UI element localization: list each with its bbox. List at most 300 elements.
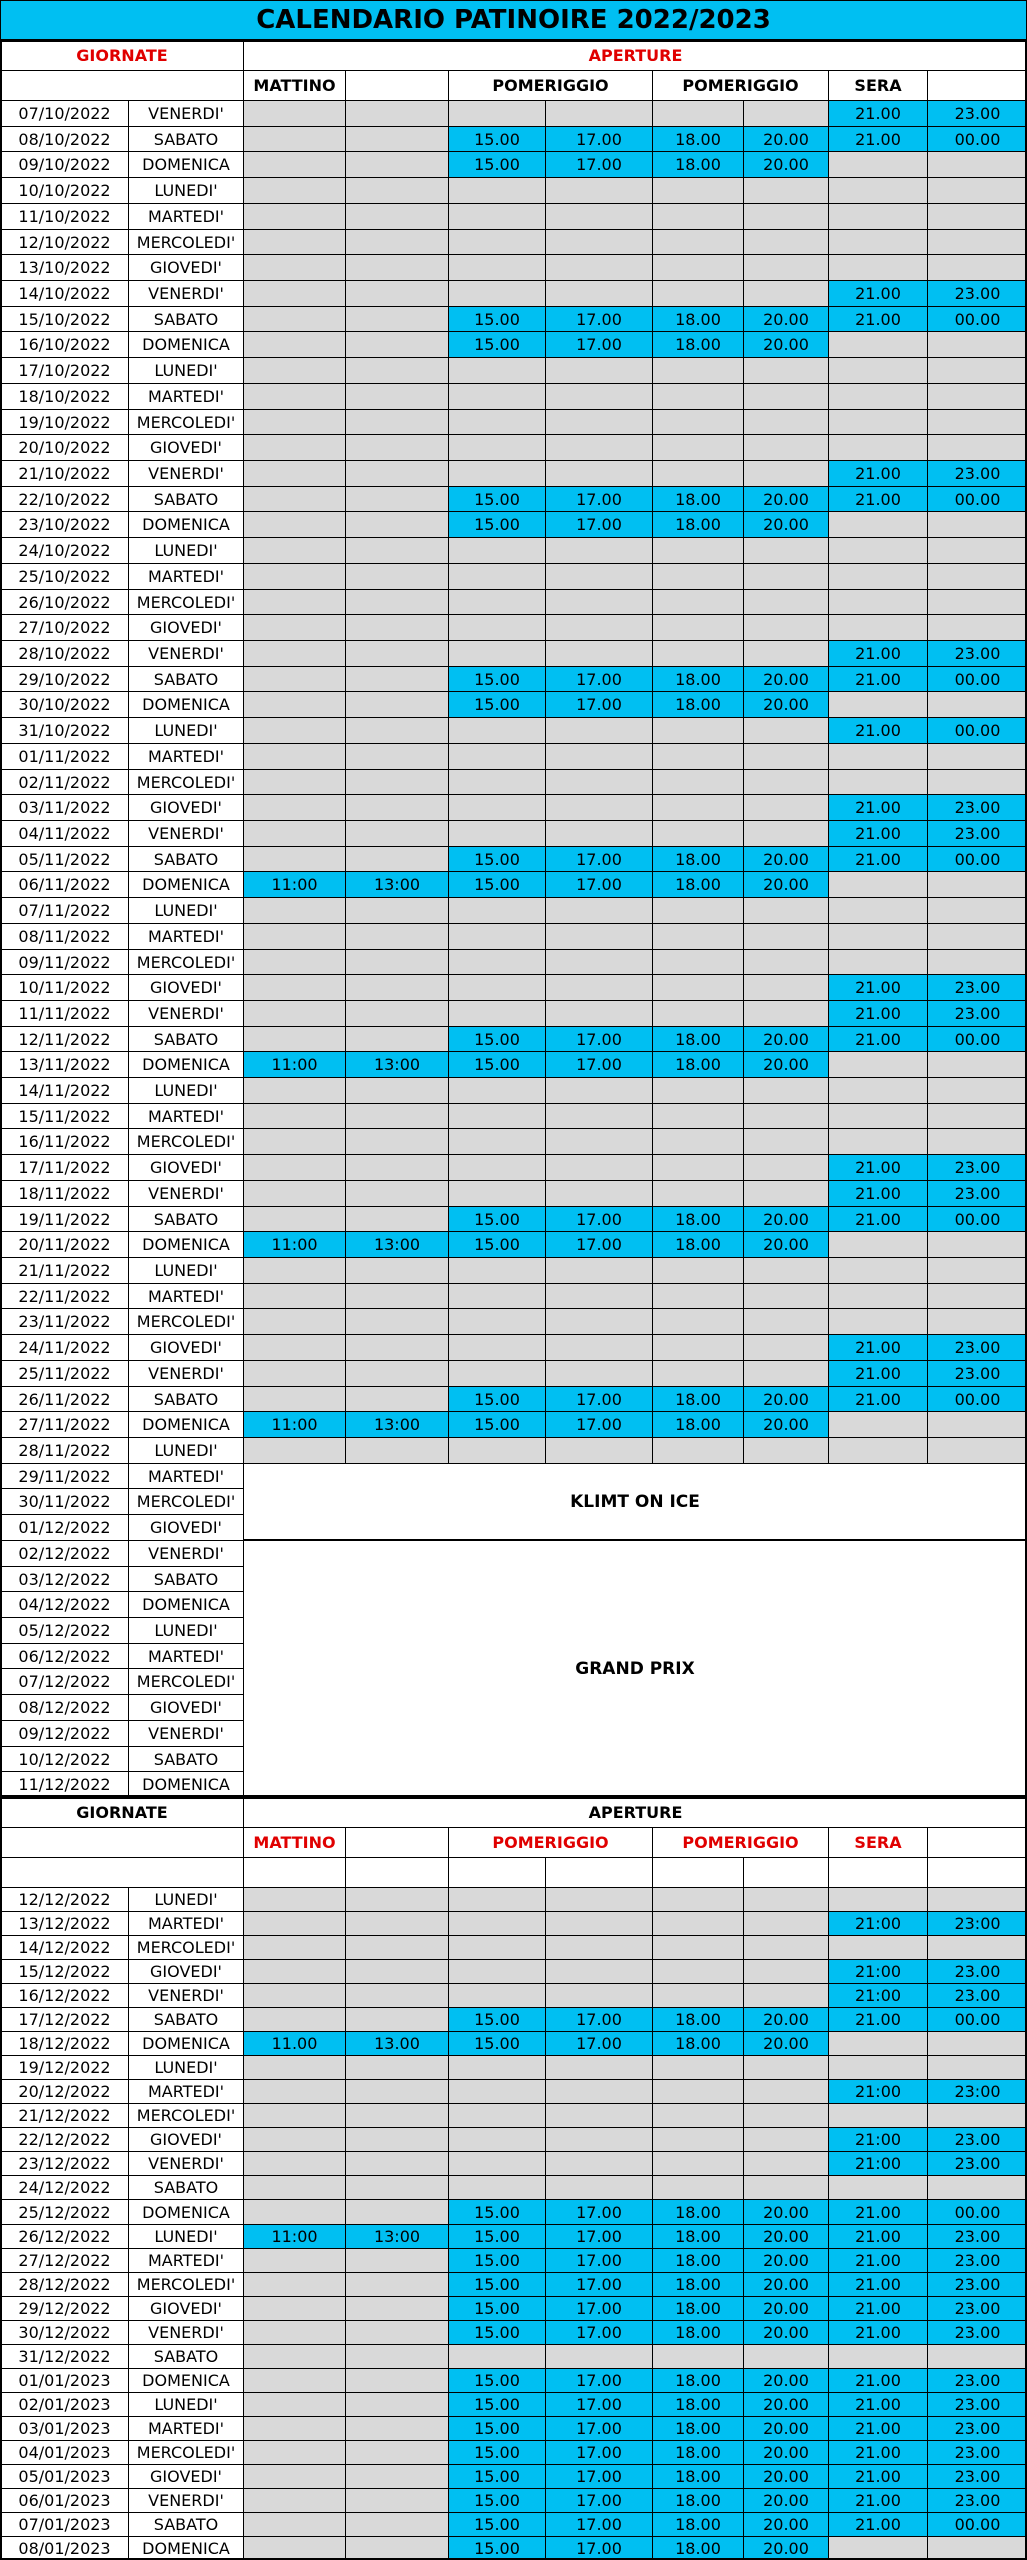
time-slot-closed xyxy=(243,923,345,949)
date-cell: 18/11/2022 xyxy=(0,1180,128,1206)
time-slot-closed xyxy=(545,897,652,923)
time-slot-open: 21.00 xyxy=(828,2272,927,2296)
time-slot-closed xyxy=(828,1077,927,1103)
time-slot-closed xyxy=(652,2079,743,2103)
date-cell: 30/11/2022 xyxy=(0,1488,128,1514)
time-slot-closed xyxy=(545,1911,652,1935)
time-slot-open: 11:00 xyxy=(243,871,345,897)
date-cell: 23/10/2022 xyxy=(0,511,128,537)
time-slot-closed xyxy=(243,1000,345,1026)
time-slot-closed xyxy=(345,229,448,254)
time-slot-closed xyxy=(652,357,743,383)
header-blank xyxy=(743,1857,828,1887)
date-cell: 06/11/2022 xyxy=(0,871,128,897)
time-slot-open: 00.00 xyxy=(927,666,1027,691)
time-slot-closed xyxy=(345,2368,448,2392)
time-slot-open: 20.00 xyxy=(743,2464,828,2488)
time-slot-open: 17.00 xyxy=(545,1026,652,1051)
time-slot-open: 23.00 xyxy=(927,2151,1027,2175)
time-slot-closed xyxy=(448,2103,545,2127)
time-slot-open: 23.00 xyxy=(927,640,1027,666)
time-slot-closed xyxy=(345,460,448,486)
time-slot-closed xyxy=(545,280,652,306)
date-cell: 29/10/2022 xyxy=(0,666,128,691)
weekday-cell: LUNEDI' xyxy=(128,357,243,383)
time-slot-closed xyxy=(652,1154,743,1180)
time-slot-closed xyxy=(743,460,828,486)
time-slot-open: 23.00 xyxy=(927,1360,1027,1386)
time-slot-closed xyxy=(345,1437,448,1463)
time-slot-open: 20.00 xyxy=(743,1051,828,1077)
time-slot-open: 17.00 xyxy=(545,1386,652,1411)
time-slot-closed xyxy=(743,769,828,794)
weekday-cell: DOMENICA xyxy=(128,331,243,357)
time-slot-closed xyxy=(828,1103,927,1128)
time-slot-closed xyxy=(345,589,448,614)
time-slot-closed xyxy=(448,614,545,640)
weekday-cell: SABATO xyxy=(128,2344,243,2368)
time-slot-closed xyxy=(345,1077,448,1103)
time-slot-closed xyxy=(345,1206,448,1231)
time-slot-closed xyxy=(828,254,927,280)
time-slot-closed xyxy=(243,717,345,743)
time-slot-open: 18.00 xyxy=(652,2296,743,2320)
time-slot-open: 17.00 xyxy=(545,1231,652,1257)
time-slot-closed xyxy=(545,717,652,743)
time-slot-closed xyxy=(927,769,1027,794)
time-slot-closed xyxy=(545,1283,652,1308)
weekday-cell: SABATO xyxy=(128,1746,243,1771)
header-giornate: GIORNATE xyxy=(0,1797,243,1827)
weekday-cell: DOMENICA xyxy=(128,151,243,177)
time-slot-closed xyxy=(927,2344,1027,2368)
time-slot-closed xyxy=(828,563,927,589)
time-slot-closed xyxy=(243,1103,345,1128)
time-slot-closed xyxy=(927,511,1027,537)
time-slot-closed xyxy=(545,100,652,126)
time-slot-open: 00.00 xyxy=(927,2512,1027,2536)
time-slot-open: 15.00 xyxy=(448,2512,545,2536)
time-slot-open: 20.00 xyxy=(743,1206,828,1231)
date-cell: 11/10/2022 xyxy=(0,203,128,229)
time-slot-closed xyxy=(243,2007,345,2031)
time-slot-closed xyxy=(243,1360,345,1386)
time-slot-closed xyxy=(927,743,1027,769)
time-slot-open: 20.00 xyxy=(743,511,828,537)
time-slot-closed xyxy=(652,974,743,1000)
time-slot-open: 20.00 xyxy=(743,691,828,717)
time-slot-closed xyxy=(545,1983,652,2007)
time-slot-closed xyxy=(243,2103,345,2127)
time-slot-closed xyxy=(545,2103,652,2127)
date-cell: 11/11/2022 xyxy=(0,1000,128,1026)
time-slot-open: 20.00 xyxy=(743,2536,828,2560)
date-cell: 09/12/2022 xyxy=(0,1720,128,1746)
time-slot-closed xyxy=(652,1911,743,1935)
weekday-cell: VENERDI' xyxy=(128,100,243,126)
time-slot-closed xyxy=(828,1308,927,1334)
weekday-cell: DOMENICA xyxy=(128,871,243,897)
time-slot-closed xyxy=(448,177,545,203)
time-slot-closed xyxy=(345,151,448,177)
time-slot-open: 23.00 xyxy=(927,794,1027,820)
time-slot-closed xyxy=(743,1283,828,1308)
date-cell: 12/11/2022 xyxy=(0,1026,128,1051)
weekday-cell: DOMENICA xyxy=(128,1591,243,1617)
time-slot-closed xyxy=(545,254,652,280)
time-slot-closed xyxy=(743,1308,828,1334)
time-slot-closed xyxy=(448,280,545,306)
time-slot-open: 23.00 xyxy=(927,2127,1027,2151)
time-slot-closed xyxy=(743,203,828,229)
time-slot-closed xyxy=(743,897,828,923)
time-slot-open: 21.00 xyxy=(828,974,927,1000)
weekday-cell: LUNEDI' xyxy=(128,1887,243,1911)
time-slot-closed xyxy=(243,2079,345,2103)
time-slot-open: 17.00 xyxy=(545,2512,652,2536)
time-slot-closed xyxy=(743,2103,828,2127)
time-slot-closed xyxy=(345,614,448,640)
time-slot-open: 18.00 xyxy=(652,2248,743,2272)
date-cell: 15/10/2022 xyxy=(0,306,128,331)
time-slot-closed xyxy=(243,2055,345,2079)
time-slot-closed xyxy=(243,280,345,306)
time-slot-open: 21.00 xyxy=(828,1206,927,1231)
time-slot-closed xyxy=(345,2320,448,2344)
time-slot-open: 15.00 xyxy=(448,1411,545,1437)
time-slot-open: 15.00 xyxy=(448,306,545,331)
date-cell: 30/12/2022 xyxy=(0,2320,128,2344)
header-blank xyxy=(927,70,1027,100)
time-slot-open: 11:00 xyxy=(243,1231,345,1257)
weekday-cell: DOMENICA xyxy=(128,2199,243,2224)
time-slot-closed xyxy=(652,820,743,846)
time-slot-closed xyxy=(243,666,345,691)
time-slot-closed xyxy=(927,2055,1027,2079)
date-cell: 07/11/2022 xyxy=(0,897,128,923)
time-slot-closed xyxy=(545,1887,652,1911)
time-slot-closed xyxy=(345,2127,448,2151)
time-slot-closed xyxy=(243,691,345,717)
time-slot-open: 21.00 xyxy=(828,486,927,511)
time-slot-closed xyxy=(545,614,652,640)
date-cell: 22/12/2022 xyxy=(0,2127,128,2151)
time-slot-closed xyxy=(545,434,652,460)
date-cell: 19/12/2022 xyxy=(0,2055,128,2079)
time-slot-closed xyxy=(652,640,743,666)
time-slot-open: 23.00 xyxy=(927,2368,1027,2392)
time-slot-closed xyxy=(448,923,545,949)
date-cell: 21/12/2022 xyxy=(0,2103,128,2127)
time-slot-open: 17.00 xyxy=(545,2488,652,2512)
time-slot-closed xyxy=(743,2127,828,2151)
time-slot-closed xyxy=(545,2055,652,2079)
time-slot-closed xyxy=(345,691,448,717)
time-slot-closed xyxy=(243,177,345,203)
time-slot-open: 17.00 xyxy=(545,511,652,537)
weekday-cell: LUNEDI' xyxy=(128,2392,243,2416)
date-cell: 03/11/2022 xyxy=(0,794,128,820)
time-slot-open: 18.00 xyxy=(652,2440,743,2464)
date-cell: 01/11/2022 xyxy=(0,743,128,769)
time-slot-closed xyxy=(743,254,828,280)
time-slot-open: 23.00 xyxy=(927,2224,1027,2248)
time-slot-open: 20.00 xyxy=(743,486,828,511)
date-cell: 22/11/2022 xyxy=(0,1283,128,1308)
time-slot-closed xyxy=(927,949,1027,974)
time-slot-open: 17.00 xyxy=(545,486,652,511)
time-slot-closed xyxy=(828,229,927,254)
weekday-cell: VENERDI' xyxy=(128,1360,243,1386)
time-slot-open: 21.00 xyxy=(828,1334,927,1360)
time-slot-closed xyxy=(545,1334,652,1360)
time-slot-closed xyxy=(545,2127,652,2151)
time-slot-closed xyxy=(243,100,345,126)
time-slot-closed xyxy=(828,409,927,434)
time-slot-open: 11.00 xyxy=(243,2031,345,2055)
time-slot-open: 00.00 xyxy=(927,846,1027,871)
time-slot-closed xyxy=(448,897,545,923)
date-cell: 04/12/2022 xyxy=(0,1591,128,1617)
weekday-cell: DOMENICA xyxy=(128,1231,243,1257)
time-slot-open: 11:00 xyxy=(243,1411,345,1437)
time-slot-open: 23:00 xyxy=(927,1911,1027,1935)
time-slot-closed xyxy=(345,1154,448,1180)
time-slot-open: 13.00 xyxy=(345,2031,448,2055)
weekday-cell: LUNEDI' xyxy=(128,897,243,923)
weekday-cell: VENERDI' xyxy=(128,640,243,666)
date-cell: 03/01/2023 xyxy=(0,2416,128,2440)
time-slot-open: 15.00 xyxy=(448,2392,545,2416)
time-slot-closed xyxy=(345,409,448,434)
time-slot-closed xyxy=(927,1935,1027,1959)
time-slot-closed xyxy=(448,640,545,666)
time-slot-closed xyxy=(828,2031,927,2055)
weekday-cell: DOMENICA xyxy=(128,1771,243,1797)
time-slot-open: 18.00 xyxy=(652,2320,743,2344)
time-slot-open: 17.00 xyxy=(545,2224,652,2248)
date-cell: 14/11/2022 xyxy=(0,1077,128,1103)
time-slot-open: 21.00 xyxy=(828,2416,927,2440)
time-slot-closed xyxy=(828,511,927,537)
time-slot-closed xyxy=(545,1180,652,1206)
date-cell: 01/12/2022 xyxy=(0,1514,128,1540)
time-slot-open: 18.00 xyxy=(652,2464,743,2488)
time-slot-closed xyxy=(345,2248,448,2272)
time-slot-closed xyxy=(448,537,545,563)
time-slot-open: 00.00 xyxy=(927,2007,1027,2031)
time-slot-closed xyxy=(828,357,927,383)
weekday-cell: DOMENICA xyxy=(128,1411,243,1437)
time-slot-closed xyxy=(345,2488,448,2512)
time-slot-closed xyxy=(345,1911,448,1935)
date-cell: 15/12/2022 xyxy=(0,1959,128,1983)
time-slot-closed xyxy=(927,2536,1027,2560)
time-slot-closed xyxy=(743,1154,828,1180)
time-slot-closed xyxy=(345,2272,448,2296)
time-slot-closed xyxy=(927,254,1027,280)
time-slot-closed xyxy=(448,2344,545,2368)
time-slot-closed xyxy=(448,1360,545,1386)
time-slot-closed xyxy=(448,1334,545,1360)
time-slot-closed xyxy=(927,1103,1027,1128)
weekday-cell: LUNEDI' xyxy=(128,1437,243,1463)
time-slot-open: 17.00 xyxy=(545,2272,652,2296)
date-cell: 20/12/2022 xyxy=(0,2079,128,2103)
weekday-cell: LUNEDI' xyxy=(128,2055,243,2079)
time-slot-closed xyxy=(345,2416,448,2440)
header-blank xyxy=(545,1857,652,1887)
time-slot-closed xyxy=(828,1128,927,1154)
time-slot-open: 20.00 xyxy=(743,1386,828,1411)
date-cell: 26/12/2022 xyxy=(0,2224,128,2248)
date-cell: 15/11/2022 xyxy=(0,1103,128,1128)
time-slot-open: 15.00 xyxy=(448,2488,545,2512)
time-slot-closed xyxy=(743,743,828,769)
time-slot-closed xyxy=(243,794,345,820)
time-slot-closed xyxy=(345,1959,448,1983)
time-slot-closed xyxy=(828,2344,927,2368)
time-slot-closed xyxy=(345,306,448,331)
time-slot-open: 20.00 xyxy=(743,1411,828,1437)
time-slot-open: 21:00 xyxy=(828,1983,927,2007)
time-slot-closed xyxy=(652,1334,743,1360)
time-slot-closed xyxy=(448,589,545,614)
time-slot-closed xyxy=(828,1437,927,1463)
weekday-cell: SABATO xyxy=(128,126,243,151)
time-slot-open: 15.00 xyxy=(448,1231,545,1257)
time-slot-closed xyxy=(448,1887,545,1911)
time-slot-open: 17.00 xyxy=(545,691,652,717)
weekday-cell: DOMENICA xyxy=(128,1051,243,1077)
time-slot-closed xyxy=(243,1180,345,1206)
time-slot-closed xyxy=(743,2055,828,2079)
time-slot-open: 21.00 xyxy=(828,126,927,151)
time-slot-open: 18.00 xyxy=(652,306,743,331)
time-slot-closed xyxy=(652,1935,743,1959)
header-blank xyxy=(0,1857,243,1887)
weekday-cell: MARTEDI' xyxy=(128,203,243,229)
time-slot-closed xyxy=(828,1411,927,1437)
time-slot-closed xyxy=(828,1257,927,1283)
time-slot-closed xyxy=(448,2055,545,2079)
time-slot-closed xyxy=(545,1308,652,1334)
header-blank xyxy=(345,1827,448,1857)
time-slot-closed xyxy=(652,1180,743,1206)
time-slot-open: 11:00 xyxy=(243,2224,345,2248)
date-cell: 22/10/2022 xyxy=(0,486,128,511)
time-slot-closed xyxy=(345,1360,448,1386)
date-cell: 08/12/2022 xyxy=(0,1694,128,1720)
time-slot-open: 20.00 xyxy=(743,871,828,897)
header-pomeriggio-1: POMERIGGIO xyxy=(448,1827,652,1857)
weekday-cell: VENERDI' xyxy=(128,2320,243,2344)
time-slot-closed xyxy=(345,1935,448,1959)
date-cell: 31/12/2022 xyxy=(0,2344,128,2368)
time-slot-open: 18.00 xyxy=(652,2488,743,2512)
weekday-cell: DOMENICA xyxy=(128,2368,243,2392)
time-slot-open: 15.00 xyxy=(448,2199,545,2224)
time-slot-closed xyxy=(927,897,1027,923)
time-slot-closed xyxy=(743,357,828,383)
time-slot-open: 00.00 xyxy=(927,1026,1027,1051)
date-cell: 31/10/2022 xyxy=(0,717,128,743)
date-cell: 13/12/2022 xyxy=(0,1911,128,1935)
date-cell: 08/01/2023 xyxy=(0,2536,128,2560)
time-slot-closed xyxy=(652,1103,743,1128)
time-slot-closed xyxy=(927,2103,1027,2127)
time-slot-open: 15.00 xyxy=(448,2440,545,2464)
weekday-cell: VENERDI' xyxy=(128,460,243,486)
time-slot-closed xyxy=(345,1128,448,1154)
time-slot-open: 21.00 xyxy=(828,1026,927,1051)
time-slot-open: 15.00 xyxy=(448,151,545,177)
weekday-cell: MERCOLEDI' xyxy=(128,2103,243,2127)
weekday-cell: MERCOLEDI' xyxy=(128,769,243,794)
time-slot-closed xyxy=(927,871,1027,897)
time-slot-closed xyxy=(345,2392,448,2416)
time-slot-open: 20.00 xyxy=(743,2248,828,2272)
time-slot-open: 00.00 xyxy=(927,717,1027,743)
time-slot-closed xyxy=(927,1257,1027,1283)
time-slot-closed xyxy=(927,1411,1027,1437)
time-slot-open: 23.00 xyxy=(927,2296,1027,2320)
time-slot-closed xyxy=(828,331,927,357)
time-slot-open: 23.00 xyxy=(927,2320,1027,2344)
time-slot-closed xyxy=(743,280,828,306)
weekday-cell: MARTEDI' xyxy=(128,743,243,769)
time-slot-closed xyxy=(743,537,828,563)
time-slot-closed xyxy=(743,434,828,460)
time-slot-closed xyxy=(743,1257,828,1283)
date-cell: 06/01/2023 xyxy=(0,2488,128,2512)
time-slot-closed xyxy=(448,1283,545,1308)
time-slot-open: 20.00 xyxy=(743,666,828,691)
time-slot-closed xyxy=(652,254,743,280)
time-slot-open: 17.00 xyxy=(545,2368,652,2392)
time-slot-open: 17.00 xyxy=(545,2007,652,2031)
time-slot-closed xyxy=(243,2127,345,2151)
time-slot-open: 17.00 xyxy=(545,2248,652,2272)
date-cell: 13/10/2022 xyxy=(0,254,128,280)
time-slot-closed xyxy=(345,511,448,537)
weekday-cell: MARTEDI' xyxy=(128,923,243,949)
time-slot-closed xyxy=(545,2175,652,2199)
time-slot-closed xyxy=(545,2079,652,2103)
time-slot-closed xyxy=(545,949,652,974)
weekday-cell: GIOVEDI' xyxy=(128,254,243,280)
time-slot-closed xyxy=(743,1180,828,1206)
time-slot-closed xyxy=(545,229,652,254)
weekday-cell: GIOVEDI' xyxy=(128,1154,243,1180)
time-slot-closed xyxy=(345,486,448,511)
time-slot-closed xyxy=(652,229,743,254)
time-slot-open: 23.00 xyxy=(927,1000,1027,1026)
time-slot-closed xyxy=(743,2344,828,2368)
time-slot-closed xyxy=(743,2079,828,2103)
time-slot-closed xyxy=(545,203,652,229)
time-slot-open: 23.00 xyxy=(927,1959,1027,1983)
weekday-cell: GIOVEDI' xyxy=(128,1514,243,1540)
time-slot-closed xyxy=(243,2464,345,2488)
weekday-cell: GIOVEDI' xyxy=(128,2127,243,2151)
time-slot-closed xyxy=(345,2344,448,2368)
date-cell: 03/12/2022 xyxy=(0,1566,128,1591)
time-slot-closed xyxy=(545,640,652,666)
time-slot-closed xyxy=(652,203,743,229)
date-cell: 01/01/2023 xyxy=(0,2368,128,2392)
time-slot-closed xyxy=(448,974,545,1000)
